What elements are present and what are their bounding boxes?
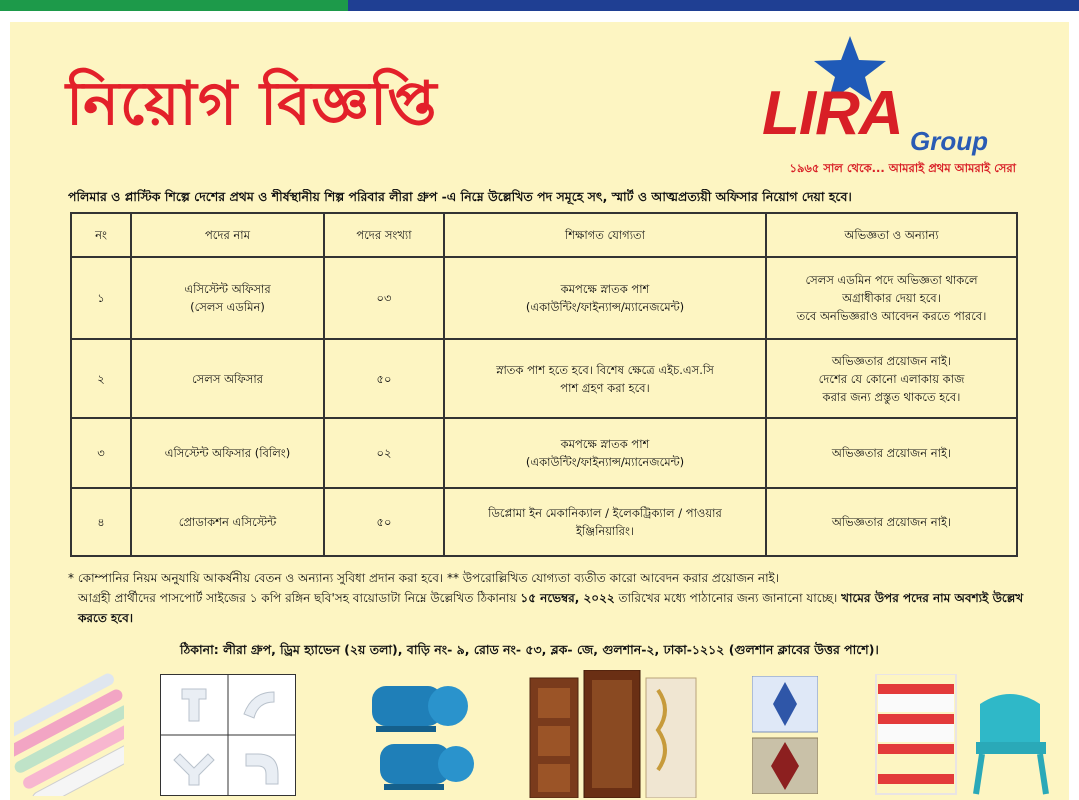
edu-line: (একাউন্টিং/ফাইন্যান্স/ম্যানেজমেন্ট) [525,455,685,469]
header-education: শিক্ষাগত যোগ্যতা [444,213,766,257]
row-post [131,488,324,556]
row-no: ৩ [71,418,131,488]
header-no: নং [71,213,131,257]
edu-line: কমপক্ষে স্নাতক পাশ [560,437,650,451]
top-bar-blue [348,0,1079,11]
deadline-date: ১৫ নভেম্বর, ২০২২ [520,591,615,605]
notes-text: আগ্রহী প্রার্থীদের পাসপোর্ট সাইজের ১ কপি রঙ্গিন ছবি'সহ বায়োডাটা নিম্নে উল্লেখিত ঠিকানায় [78,591,521,605]
exp-line: দেশের যে কোনো এলাকায় কাজ [818,371,965,386]
table-row [71,257,1017,339]
table-row [71,488,1017,556]
row-no: ২ [71,339,131,418]
header-experience: অভিজ্ঞতা ও অন্যান্য [766,213,1017,257]
exp-line: অগ্রাধীকার দেয়া হবে। [842,291,941,305]
doors-image [528,670,698,798]
post-line: প্রোডাকশন এসিস্টেন্ট [178,515,277,529]
pipe-fittings-image [160,674,296,796]
row-count: ০৩ [324,257,444,339]
row-education [444,418,766,488]
exp-line: অভিজ্ঞতার প্রয়োজন নাই। [831,353,952,368]
row-count: ০২ [324,418,444,488]
exp-line: অভিজ্ঞতার প্রয়োজন নাই। [831,515,952,529]
address: ঠিকানা: লীরা গ্রুপ, ড্রিম হ্যাভেন (২য় তলা), বাড়ি নং- ৯, রোড নং- ৫৩, ব্লক- জে, গুলশান-২, ঢাকা-১২১২ (গুলশান ক্লাবের উত্তর পাশে)। [180,642,879,657]
row-education [444,257,766,339]
notes-line-1: * কোম্পানির নিয়ম অনুযায়ি আকর্ষনীয় বেতন ও অন্যান্য সুবিধা প্রদান করা হবে। ** উপরোল্লিখিত যোগ্যতা ব্যতীত কারো আবেদন করার প্রয়োজন নাই। [68,571,780,585]
logo-wordmark: LIRA [762,79,903,148]
edu-line: ডিপ্লোমা ইন মেকানিক্যাল / ইলেকট্রিক্যাল / পাওয়ার [488,506,722,520]
exp-line: অভিজ্ঞতার প্রয়োজন নাই। [831,446,952,460]
table-row [71,339,1017,418]
row-post [131,339,324,418]
logo-group-text: Group [910,126,988,156]
row-experience [766,339,1017,418]
edu-line: ইঞ্জিনিয়ারিং। [575,524,635,538]
row-count: ৫০ [324,488,444,556]
water-pumps-image [362,672,482,796]
top-bar-green [0,0,348,11]
post-line: এসিস্টেন্ট অফিসার [184,282,271,296]
row-experience [766,488,1017,556]
logo-tagline: ১৯৬৫ সাল থেকে... আমরাই প্রথম আমরাই সেরা [789,161,1016,175]
row-no: ১ [71,257,131,339]
exp-line: তবে অনভিজ্ঞরাও আবেদন করতে পারবে। [796,309,987,323]
envelope-note: খামের উপর পদের নাম অবশ্যই উল্লেখ করতে হবে। [78,591,1024,625]
notes [68,568,1028,628]
table-row [71,418,1017,488]
tiles-image [752,676,818,794]
notes-text: তারিখের মধ্যে পাঠানোর জন্য জানানো যাচ্ছে। [614,591,842,605]
post-line: (সেলস এডমিন) [190,300,265,314]
top-color-bar [0,0,1079,11]
table-header-row [71,213,1017,257]
notice-title: নিয়োগ বিজ্ঞপ্তি [66,69,438,139]
row-post [131,257,324,339]
intro-text: পলিমার ও প্লাস্টিক শিল্পে দেশের প্রথম ও শীর্ষস্থানীয় শিল্প পরিবার লীরা গ্রুপ -এ নিম্নে উল্লেখিত পদ সমূহে সৎ, স্মার্ট ও আত্মপ্রত্যয়ী অফিসার নিয়োগ দেয়া হবে। [68,189,852,204]
row-post [131,418,324,488]
row-experience [766,418,1017,488]
row-no: ৪ [71,488,131,556]
row-experience [766,257,1017,339]
row-education [444,339,766,418]
notes-line-2 [68,588,1028,628]
header-count: পদের সংখ্যা [324,213,444,257]
row-education [444,488,766,556]
racks-chair-image [872,674,1062,796]
post-line: সেলস অফিসার [192,371,263,386]
edu-line: (একাউন্টিং/ফাইন্যান্স/ম্যানেজমেন্ট) [525,300,685,314]
edu-line: পাশ গ্রহণ করা হবে। [560,380,650,395]
row-count: ৫০ [324,339,444,418]
lira-group-logo [760,34,1020,164]
vacancy-table [70,212,1018,557]
pipes-image [14,668,124,796]
edu-line: কমপক্ষে স্নাতক পাশ [560,282,650,296]
exp-line: করার জন্য প্রস্তুত থাকতে হবে। [822,389,961,404]
header-post: পদের নাম [131,213,324,257]
edu-line: স্নাতক পাশ হতে হবে। বিশেষ ক্ষেত্রে এইচ.এস.সি [496,362,714,377]
post-line: এসিস্টেন্ট অফিসার (বিলিং) [164,446,291,460]
exp-line: সেলস এডমিন পদে অভিজ্ঞতা থাকলে [805,273,978,287]
product-strip [10,664,1069,800]
